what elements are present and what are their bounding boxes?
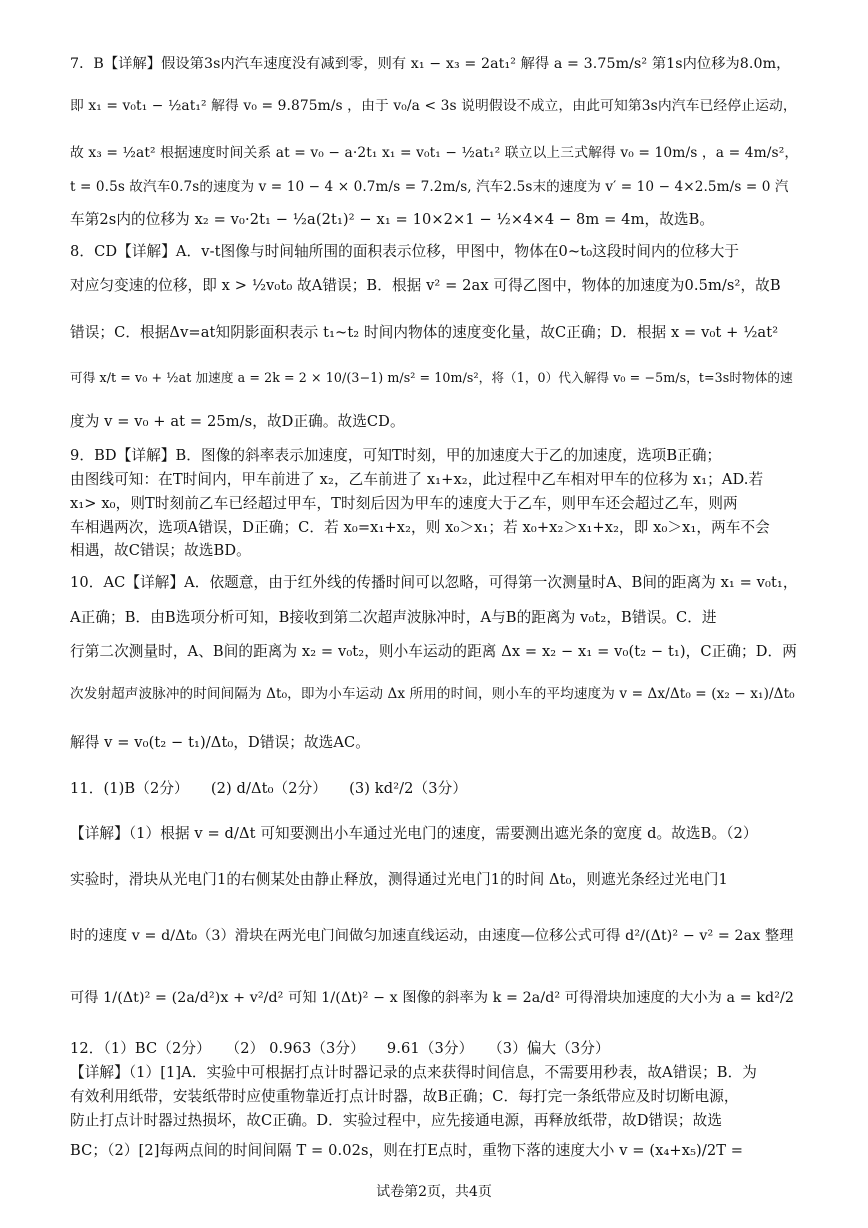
answer-12-line: BC；（2）[2]每两点间的时间间隔 T = 0.02s，则在打E点时，重物下落的速度大小 v = (x₄+x₅)/2T = bbox=[70, 1142, 744, 1159]
answer-7-line: 即 x₁ = v₀t₁ − ½at₁² 解得 v₀ = 9.875m/s ，由于 v₀/a < 3s 说明假设不成立，由此可知第3s内汽车已经停止运动， bbox=[70, 98, 797, 114]
answer-10-line: 10．AC【详解】A．依题意，由于红外线的传播时间可以忽略，可得第一次测量时A、B间的距离为 x₁ = v₀t₁， bbox=[70, 574, 798, 591]
answer-9-line: 由图线可知：在T时间内，甲车前进了 x₂，乙车前进了 x₁+x₂，此过程中乙车相对甲车的位移为 x₁；AD.若 bbox=[70, 471, 764, 488]
answer-9-line: x₁> x₀，则T时刻前乙车已经超过甲车，T时刻后因为甲车的速度大于乙车，则甲车还会超过乙车，则两 bbox=[70, 495, 738, 512]
answer-10-line: 行第二次测量时，A、B间的距离为 x₂ = v₀t₂，则小车运动的距离 Δx = x₂ − x₁ = v₀(t₂ − t₁)，C正确；D．两 bbox=[70, 643, 797, 660]
answer-11-line: 时的速度 v = d/Δt₀（3）滑块在两光电门间做匀加速直线运动，由速度—位移公式可得 d²/(Δt)² − v² = 2ax 整理 bbox=[70, 928, 794, 944]
answer-10-line: A正确；B．由B选项分析可知，B接收到第二次超声波脉冲时，A与B的距离为 v₀t₂，B错误。C．进 bbox=[70, 609, 717, 626]
answer-11-line: 11．(1)B（2分） (2) d/Δt₀（2分） (3) kd²/2（3分） bbox=[70, 780, 468, 797]
answer-8-line: 对应匀变速的位移，即 x > ½v₀t₀ 故A错误；B．根据 v² = 2ax 可得乙图中，物体的加速度为0.5m/s²，故B bbox=[70, 277, 781, 294]
answer-10-line: 次发射超声波脉冲的时间间隔为 Δt₀，即为小车运动 Δx 所用的时间，则小车的平均速度为 v = Δx/Δt₀ = (x₂ − x₁)/Δt₀ bbox=[70, 686, 795, 702]
answer-9-line: 车相遇两次，选项A错误，D正确；C．若 x₀=x₁+x₂，则 x₀＞x₁；若 x₀+x₂＞x₁+x₂，即 x₀＞x₁，两车不会 bbox=[70, 519, 770, 536]
answer-11-line: 实验时，滑块从光电门1的右侧某处由静止释放，测得通过光电门1的时间 Δt₀，则遮光条经过光电门1 bbox=[70, 871, 728, 888]
answer-11-line: 【详解】（1）根据 v = d/Δt 可知要测出小车通过光电门的速度，需要测出遮光条的宽度 d。故选B。（2） bbox=[70, 825, 758, 842]
page-footer: 试卷第2页，共4页 bbox=[376, 1184, 492, 1200]
answer-10-line: 解得 v = v₀(t₂ − t₁)/Δt₀，D错误；故选AC。 bbox=[70, 734, 370, 751]
answer-12-line: 【详解】（1）[1]A．实验中可根据打点计时器记录的点来获得时间信息，不需要用秒表，故A错误；B．为 bbox=[70, 1064, 757, 1081]
answer-8-line: 8．CD【详解】A．v-t图像与时间轴所围的面积表示位移，甲图中，物体在0~t₀这段时间内的位移大于 bbox=[70, 243, 740, 260]
answer-7-line: 车第2s内的位移为 x₂ = v₀·2t₁ − ½a(2t₁)² − x₁ = 10×2×1 − ½×4×4 − 8m = 4m，故选B。 bbox=[70, 211, 715, 228]
answer-8-line: 可得 x/t = v₀ + ½at 加速度 a = 2k = 2 × 10/(3−1) m/s² = 10m/s²，将（1，0）代入解得 v₀ = −5m/s，t=3s时物体的速 bbox=[70, 370, 793, 385]
answer-8-line: 错误；C．根据Δv=at知阴影面积表示 t₁~t₂ 时间内物体的速度变化量，故C正确；D．根据 x = v₀t + ½at² bbox=[70, 324, 779, 341]
answer-12-line: 防止打点计时器过热损坏，故C正确。D．实验过程中，应先接通电源，再释放纸带，故D错误；故选 bbox=[70, 1112, 723, 1129]
answer-7-line: t = 0.5s 故汽车0.7s的速度为 v = 10 − 4 × 0.7m/s = 7.2m/s, 汽车2.5s末的速度为 v′ = 10 − 4×2.5m/s = 0 汽 bbox=[70, 179, 789, 195]
answer-8-line: 度为 v = v₀ + at = 25m/s，故D正确。故选CD。 bbox=[70, 413, 405, 430]
answer-11-line: 可得 1/(Δt)² = (2a/d²)x + v²/d² 可知 1/(Δt)² − x 图像的斜率为 k = 2a/d² 可得滑块加速度的大小为 a = kd²/2 bbox=[70, 990, 794, 1006]
answer-12-line: 有效利用纸带，安装纸带时应使重物靠近打点计时器，故B正确；C．每打完一条纸带应及时切断电源， bbox=[70, 1088, 739, 1105]
answer-9-line: 相遇，故C错误；故选BD。 bbox=[70, 542, 251, 559]
answer-12-line: 12．（1）BC（2分） （2） 0.963（3分） 9.61（3分） （3）偏大（3分） bbox=[70, 1040, 610, 1057]
answer-9-line: 9．BD【详解】B．图像的斜率表示加速度，可知T时刻，甲的加速度大于乙的加速度，选项B正确； bbox=[70, 447, 722, 464]
answer-7-line: 7．B【详解】假设第3s内汽车速度没有减到零，则有 x₁ − x₃ = 2at₁² 解得 a = 3.75m/s² 第1s内位移为8.0m， bbox=[70, 56, 791, 72]
answer-7-line: 故 x₃ = ½at² 根据速度时间关系 at = v₀ − a·2t₁ x₁ = v₀t₁ − ½at₁² 联立以上三式解得 v₀ = 10m/s ，a = 4m/s²， bbox=[70, 145, 798, 161]
